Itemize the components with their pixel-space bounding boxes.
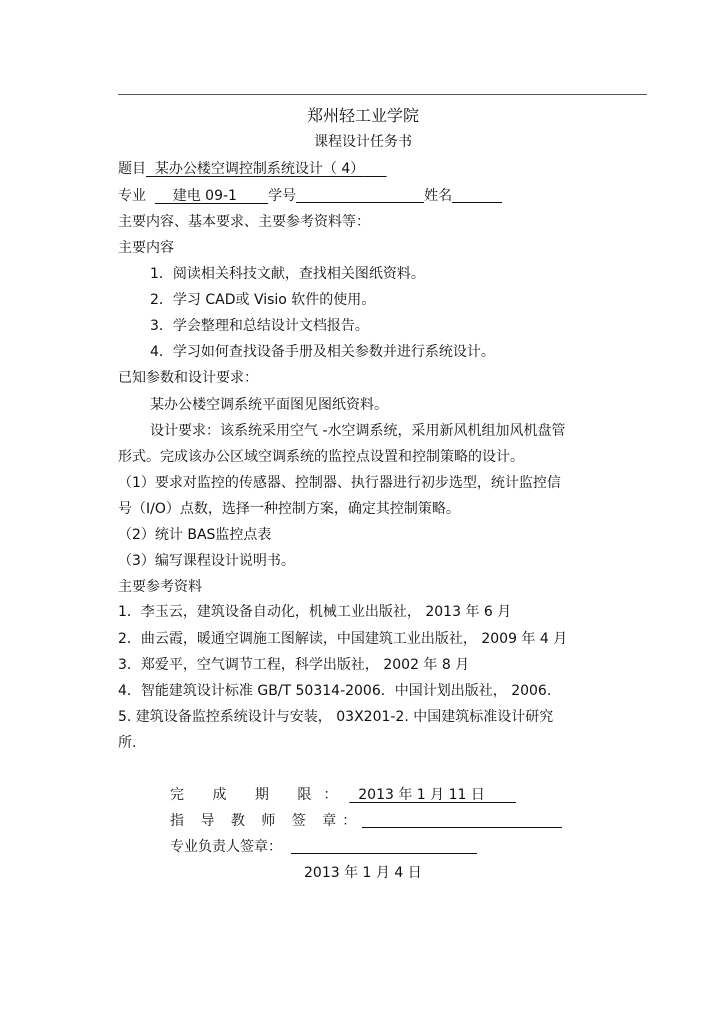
topic-label: 题目 — [118, 161, 146, 177]
school-name: 郑州轻工业学院 — [306, 106, 419, 125]
requirements-line-4: 号（I/O）点数，选择一种控制方案，确定其控制策略。 — [118, 501, 460, 517]
student-name-label: 姓名 — [424, 188, 453, 204]
main-content-heading: 主要内容 — [118, 240, 174, 256]
reference-item-2: 2．曲云霞，暖通空调施工图解读，中国建筑工业出版社， 2009 年 4 月 — [118, 631, 568, 647]
document-title: 课程设计任务书 — [314, 134, 412, 150]
major-label: 专业 — [118, 188, 146, 204]
requirements-line-1: 设计要求：该系统采用空气 -水空调系统，采用新风机组加风机盘管 — [150, 423, 566, 439]
student-id-label: 学号 — [268, 188, 297, 204]
advisor-signature-row — [170, 812, 562, 830]
department-head-signature-blank — [291, 839, 477, 854]
department-head-signature-label: 专业负责人签章： — [170, 839, 282, 855]
reference-item-5-tail: 所. — [118, 735, 137, 751]
references-heading: 主要参考资料 — [118, 579, 202, 595]
content-item-3: 3．学会整理和总结设计文档报告。 — [150, 318, 369, 334]
deadline-row — [170, 786, 516, 804]
requirements-line-5: （2）统计 BAS监控点表 — [118, 527, 272, 543]
content-item-1: 1．阅读相关科技文献，查找相关图纸资料。 — [150, 266, 425, 282]
department-head-signature-row — [170, 838, 477, 856]
advisor-signature-label: 指 导 教 师 签 章： — [170, 813, 363, 829]
advisor-signature-blank — [362, 813, 562, 828]
known-params-heading: 已知参数和设计要求： — [118, 370, 258, 386]
deadline-value: 2013 年 1 月 11 日 — [358, 787, 485, 803]
reference-item-4: 4．智能建筑设计标准 GB/T 50314-2006．中国计划出版社， 2006. — [118, 683, 552, 699]
reference-item-3: 3．郑爱平，空气调节工程，科学出版社， 2002 年 8 月 — [118, 657, 470, 673]
student-info-row — [118, 187, 502, 205]
student-name-blank — [452, 188, 502, 203]
student-id-blank — [296, 188, 424, 203]
header-rule — [118, 94, 647, 95]
requirements-line-6: （3）编写课程设计说明书。 — [118, 553, 295, 569]
content-item-4: 4．学习如何查找设备手册及相关参数并进行系统设计。 — [150, 344, 495, 360]
deadline-label: 完 成 期 限： — [170, 787, 350, 803]
content-item-2: 2．学习 CAD或 Visio 软件的使用。 — [150, 292, 376, 308]
reference-item-1: 1．李玉云，建筑设备自动化，机械工业出版社， 2013 年 6 月 — [118, 604, 512, 620]
reference-item-5: 5. 建筑设备监控系统设计与安装， 03X201-2. 中国建筑标准设计研究 — [118, 709, 554, 725]
known-params-line: 某办公楼空调系统平面图见图纸资料。 — [150, 397, 388, 413]
topic-value: 某办公楼空调控制系统设计（ 4） — [154, 161, 365, 177]
main-intro: 主要内容、基本要求、主要参考资料等： — [118, 214, 370, 230]
requirements-line-2: 形式。完成该办公区域空调系统的监控点设置和控制策略的设计。 — [118, 449, 524, 465]
requirements-line-3: （1）要求对监控的传感器、控制器、执行器进行初步选型，统计监控信 — [118, 475, 561, 491]
issue-date: 2013 年 1 月 4 日 — [304, 865, 422, 881]
topic-row — [118, 160, 387, 178]
major-value: 建电 09-1 — [172, 188, 237, 204]
